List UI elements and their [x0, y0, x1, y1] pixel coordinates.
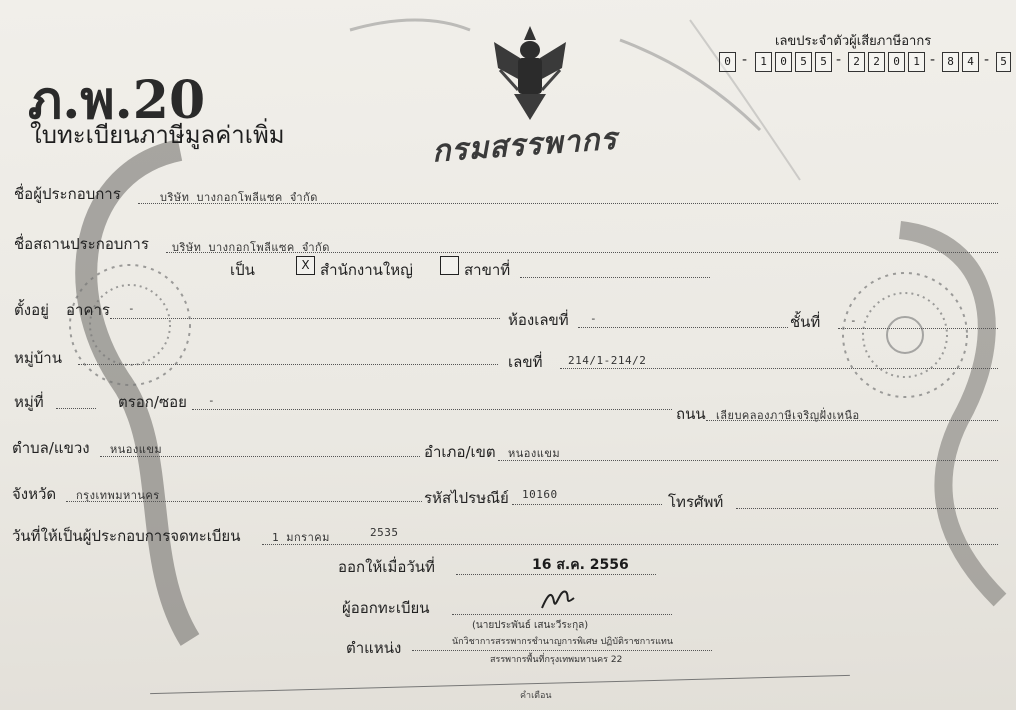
floor-value: -	[850, 314, 858, 327]
tax-id-label: เลขประจำตัวผู้เสียภาษีอากร	[775, 34, 932, 49]
establishment-value: บริษัท บางกอกโพลีแซค จำกัด	[172, 241, 330, 254]
village-label: หมู่บ้าน	[14, 349, 62, 367]
tax-id-digit: 2	[868, 52, 885, 72]
tax-id-digit: 5	[996, 52, 1011, 72]
room-label: ห้องเลขที่	[508, 311, 569, 329]
position-value-line1: นักวิชาการสรรพากรชำนาญการพิเศษ ปฏิบัติราชการแทน	[452, 637, 674, 647]
issuer-name: (นายประพันธ์ เสนะวีระกุล)	[472, 620, 589, 631]
tax-id-digit: 0	[888, 52, 905, 72]
district-label: อำเภอ/เขต	[424, 443, 496, 461]
tax-id-digit: 0	[719, 52, 736, 72]
head-office-label: สำนักงานใหญ่	[320, 261, 413, 279]
issuer-signature	[538, 584, 578, 614]
issue-date-label: ออกให้เมื่อวันที่	[338, 558, 435, 576]
road-label: ถนน	[676, 405, 706, 423]
tax-id-digit: 8	[942, 52, 959, 72]
registration-date-day-month: 1 มกราคม	[272, 531, 330, 544]
postcode-label: รหัสไปรษณีย์	[424, 489, 509, 507]
head-office-checkbox: X	[296, 256, 315, 275]
district-value: หนองแขม	[508, 447, 561, 460]
form-title: ใบทะเบียนภาษีมูลค่าเพิ่ม	[30, 121, 285, 149]
tax-id-digit: 5	[815, 52, 832, 72]
room-value: -	[590, 312, 598, 325]
position-value-line2: สรรพากรพื้นที่กรุงเทพมหานคร 22	[490, 655, 623, 665]
road-value: เลียบคลองภาษีเจริญฝั่งเหนือ	[716, 409, 860, 422]
province-label: จังหวัด	[12, 485, 57, 503]
number-label: เลขที่	[508, 353, 543, 371]
subdistrict-value: หนองแขม	[110, 443, 163, 456]
address-label: ตั้งอยู่	[14, 301, 49, 319]
operator-name-value: บริษัท บางกอกโพลีแซค จำกัด	[160, 191, 318, 204]
tax-id-digit: 2	[848, 52, 865, 72]
subdistrict-label: ตำบล/แขวง	[12, 439, 90, 457]
number-value: 214/1-214/2	[568, 354, 647, 367]
operator-name-label: ชื่อผู้ประกอบการ	[14, 185, 121, 203]
footer-warning-label: คำเตือน	[520, 691, 552, 701]
tax-id-digit: 1	[755, 52, 772, 72]
garuda-emblem-icon	[484, 20, 576, 125]
soi-label: ตรอก/ซอย	[118, 393, 187, 411]
floor-label: ชั้นที่	[790, 313, 821, 331]
soi-value: -	[208, 394, 216, 407]
registration-date-year: 2535	[370, 526, 399, 539]
registration-date-label: วันที่ให้เป็นผู้ประกอบการจดทะเบียน	[12, 527, 241, 545]
postcode-value: 10160	[522, 488, 558, 501]
issue-date-value: 16 ส.ค. 2556	[532, 557, 629, 573]
moo-label: หมู่ที่	[14, 393, 44, 411]
registration-certificate: ภ.พ.20 ใบทะเบียนภาษีมูลค่าเพิ่ม กรมสรรพากร เลขประจำตัวผู้เสียภาษีอากร 0 - 1 0 5 5 - 2 2 0 1 - 8 4 - 5 ชื่อผู้ประกอบการ บริษัท บางกอกโพลีแซค จำกัด ชื่อสถานประกอบการ บริษัท บางกอกโพลีแซค จำกัด เป็น X สำนักงานใหญ่ สาขาที่ ตั้งอยู่ อาคาร - ห้องเลขที่ - ชั้นที่ - หมู่บ้าน เลขที่ 214/1-214/2 หมู่ที่ ตรอก/ซอย - ถนน เลียบคลองภาษีเจริญฝั่งเหนือ ตำบล/แขวง หนองแขม อำเภอ/เขต หนองแขม จังหวัด กรุงเทพมหานคร รหัสไปรษณีย์ 10160 โทรศัพท์ วันที่ให้เป็นผู้ประกอบการจดทะเบียน 1 มกราคม 2535 ออกให้เมื่อวันที่ 16 ส.ค. 2556 ผู้ออกทะเบียน (นายประพันธ์ เสนะวีระกุล) ตำแหน่ง นักวิชาการสรรพากรชำนาญการพิเศษ ปฏิบัติราชการแทน สรรพากรพื้นที่กรุงเทพมหานคร 22 คำเตือน	[0, 0, 1016, 710]
issuer-label: ผู้ออกทะเบียน	[342, 599, 430, 617]
building-label: อาคาร	[66, 301, 110, 319]
tax-id-digit: 0	[775, 52, 792, 72]
tax-id-digit: 4	[962, 52, 979, 72]
establishment-label: ชื่อสถานประกอบการ	[14, 235, 149, 253]
branch-checkbox	[440, 256, 459, 275]
tax-id-digit: 5	[795, 52, 812, 72]
building-value: -	[128, 302, 136, 315]
position-label: ตำแหน่ง	[346, 639, 402, 657]
form-code: ภ.พ.20	[28, 70, 206, 131]
status-label: เป็น	[230, 261, 255, 279]
branch-label: สาขาที่	[464, 261, 511, 279]
phone-label: โทรศัพท์	[668, 493, 724, 511]
tax-id-digit: 1	[908, 52, 925, 72]
province-value: กรุงเทพมหานคร	[76, 489, 160, 502]
department-name: กรมสรรพากร	[431, 121, 619, 170]
